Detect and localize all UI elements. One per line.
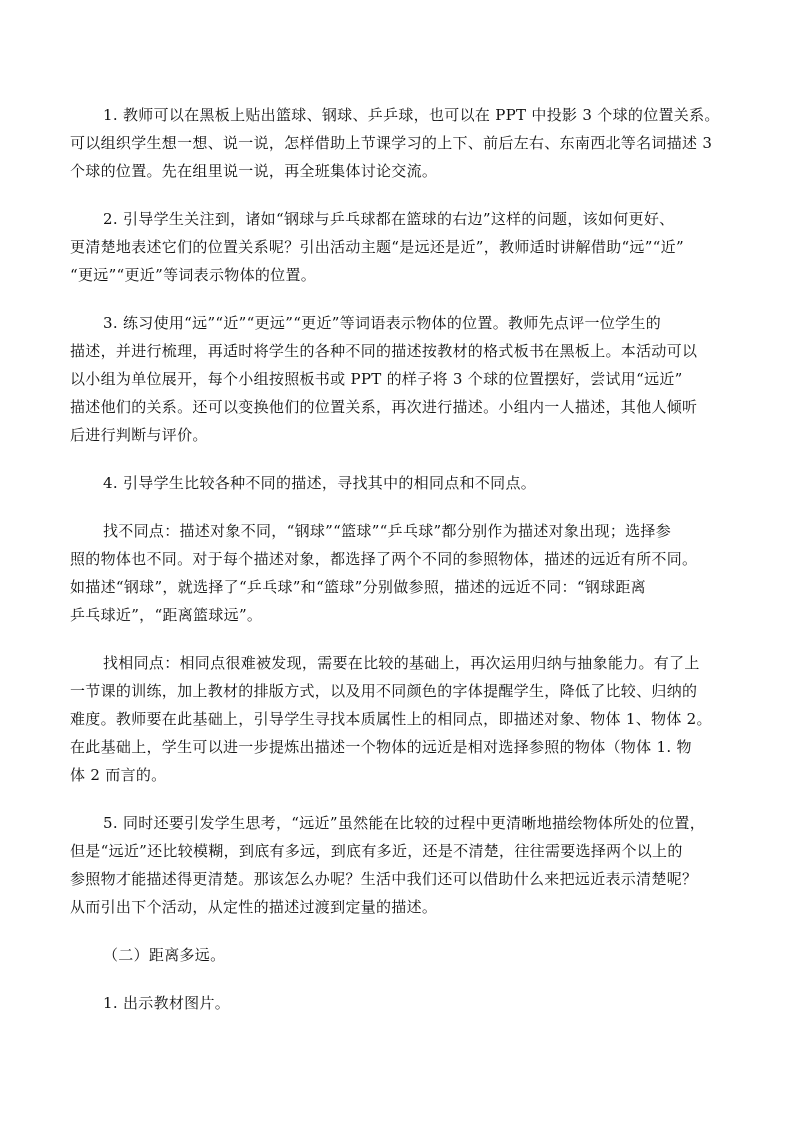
paragraph-line: 在此基础上，学生可以进一步提炼出描述一个物体的远近是相对选择参照的物体（物体 1. 物 [70,738,692,756]
paragraph-line: 如描述“钢球”，就选择了“乒乓球”和“篮球”分别做参照，描述的远近不同：“钢球距离 [70,578,646,596]
paragraph-5 [70,517,742,629]
paragraph-line: 从而引出下个活动，从定性的描述过渡到定量的描述。 [70,898,438,916]
paragraph-line: 找不同点：描述对象不同，“钢球”“篮球”“乒乓球”都分别作为描述对象出现；选择参 [103,522,672,540]
paragraph-3 [70,309,742,449]
paragraph-6 [70,649,742,789]
paragraph-1 [70,101,742,185]
paragraph-2 [70,205,742,289]
paragraph-line: 可以组织学生想一想、说一说，怎样借助上节课学习的上下、前后左右、东南西北等名词描述 3 [70,134,713,152]
paragraph-line: 更清楚地表述它们的位置关系呢？引出活动主题“是远还是近”，教师适时讲解借助“远”“近” [70,238,684,256]
paragraph-line: 照的物体也不同。对于每个描述对象，都选择了两个不同的参照物体，描述的远近有所不同。 [70,550,698,568]
paragraph-line: 5. 同时还要引发学生思考，“远近”虽然能在比较的过程中更清晰地描绘物体所处的位置， [103,814,706,832]
paragraph-line: 但是“远近”还比较模糊，到底有多远，到底有多近，还是不清楚，往往需要选择两个以上的 [70,842,683,860]
paragraph-line: 一节课的训练，加上教材的排版方式，以及用不同颜色的字体提醒学生，降低了比较、归纳的 [70,682,698,700]
paragraph-line: 个球的位置。先在组里说一说，再全班集体讨论交流。 [70,162,438,180]
paragraph-7 [70,809,742,921]
paragraph-8 [70,989,742,1017]
section-heading [70,941,742,969]
section-heading-text: （二）距离多远。 [103,946,226,964]
paragraph-line: 难度。教师要在此基础上，引导学生寻找本质属性上的相同点，即描述对象、物体 1、物体 2。 [70,710,712,728]
paragraph-line: “更远”“更近”等词表示物体的位置。 [70,266,317,284]
document-body [70,101,742,1037]
paragraph-line: 找相同点：相同点很难被发现，需要在比较的基础上，再次运用归纳与抽象能力。有了上 [103,654,700,672]
paragraph-line: 1. 出示教材图片。 [103,994,231,1012]
paragraph-line: 3. 练习使用“远”“近”“更远”“更近”等词语表示物体的位置。教师先点评一位学生的 [103,314,662,332]
paragraph-line: 体 2 而言的。 [70,766,167,784]
paragraph-line: 4. 引导学生比较各种不同的描述，寻找其中的相同点和不同点。 [103,474,537,492]
paragraph-line: 描述他们的关系。还可以变换他们的位置关系，再次进行描述。小组内一人描述，其他人倾听 [70,398,698,416]
paragraph-line: 以小组为单位展开，每个小组按照板书或 PPT 的样子将 3 个球的位置摆好，尝试用“远近” [70,370,683,388]
paragraph-line: 描述，并进行梳理，再适时将学生的各种不同的描述按教材的格式板书在黑板上。本活动可以 [70,342,698,360]
paragraph-line: 乒乓球近”，“距离篮球远”。 [70,606,263,624]
paragraph-line: 1. 教师可以在黑板上贴出篮球、钢球、乒乒球，也可以在 PPT 中投影 3 个球的位置关系。 [103,106,720,124]
paragraph-4 [70,469,742,497]
paragraph-line: 参照物才能描述得更清楚。那该怎么办呢？生活中我们还可以借助什么来把远近表示清楚呢？ [70,870,698,888]
paragraph-line: 后进行判断与评价。 [70,426,208,444]
paragraph-line: 2. 引导学生关注到，诸如“钢球与乒乓球都在篮球的右边”这样的问题，该如何更好、 [103,210,675,228]
